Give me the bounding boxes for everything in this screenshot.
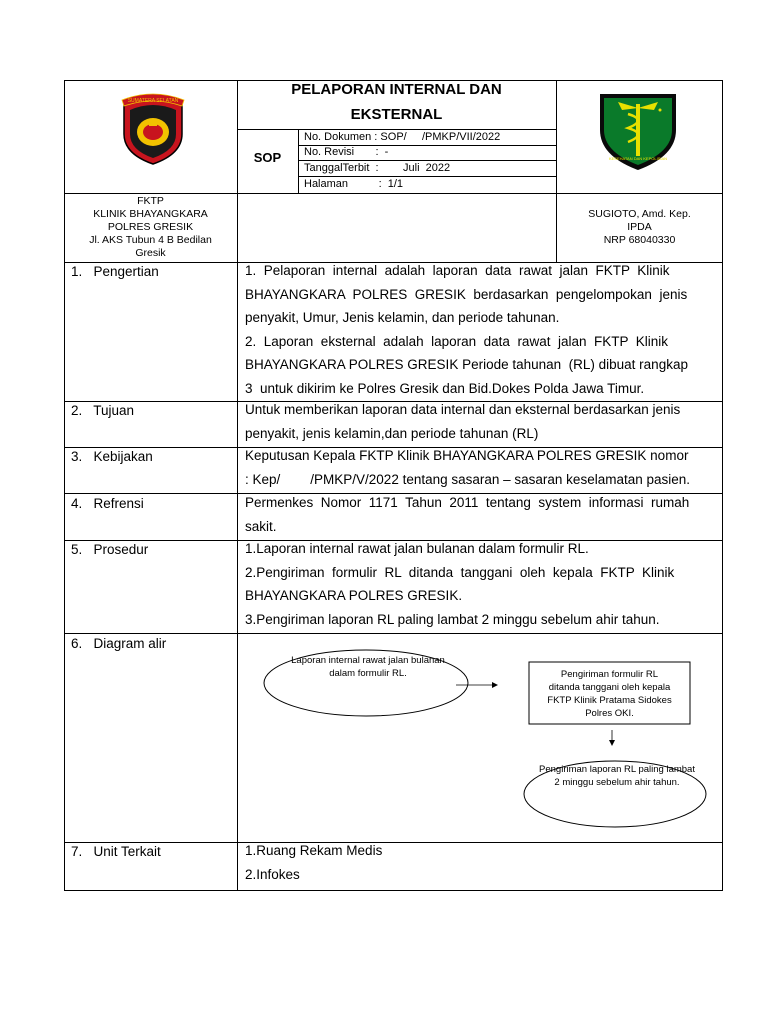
organization-block <box>64 195 237 260</box>
org-line: FKTP <box>137 195 164 207</box>
org-line: POLRES GRESIK <box>107 221 194 233</box>
health-police-logo <box>598 90 678 172</box>
flow-node-start-text: Laporan internal rawat jalan bulanan dalam formulir RL. <box>291 655 445 679</box>
section-label-pengertian: 1. Pengertian <box>71 264 159 279</box>
text-line: BHAYANGKARA POLRES GRESIK. <box>245 588 463 603</box>
section-content-refrensi <box>245 491 715 538</box>
signer-nrp: NRP 68040330 <box>603 234 676 246</box>
text-line: BHAYANGKARA POLRES GRESIK berdasarkan pengelompokan jenis <box>245 286 688 302</box>
doc-number: No. Dokumen : SOP/ /PMKP/VII/2022 <box>304 131 501 143</box>
sop-label: SOP <box>253 150 282 165</box>
text-line: 1.Laporan internal rawat jalan bulanan dalam formulir RL. <box>245 541 589 556</box>
text-line: 3 untuk dikirim ke Polres Gresik dan Bid.Dokes Polda Jawa Timur. <box>245 380 645 396</box>
flowchart <box>238 634 722 842</box>
section-label-prosedur: 5. Prosedur <box>71 542 149 557</box>
section-label-refrensi: 4. Refrensi <box>71 496 144 511</box>
doc-issue-date: TanggalTerbit : Juli 2022 <box>304 162 451 174</box>
doc-revision: No. Revisi : - <box>304 146 389 158</box>
police-logo <box>118 90 188 166</box>
svg-text:SUMATERA SELATAN: SUMATERA SELATAN <box>127 98 179 104</box>
document-title-line1: PELAPORAN INTERNAL DAN <box>291 81 502 98</box>
section-content-prosedur <box>245 537 715 631</box>
org-line: KLINIK BHAYANGKARA <box>93 208 208 220</box>
text-line: 2. Laporan eksternal adalah laporan data rawat jalan FKTP Klinik <box>245 333 668 349</box>
text-line: BHAYANGKARA POLRES GRESIK Periode tahunan (RL) dibuat rangkap <box>245 357 688 372</box>
flow-arrow-head <box>492 682 498 688</box>
text-line: sakit. <box>245 518 277 534</box>
flow-arrow-head <box>609 740 615 746</box>
text-line: Untuk memberikan laporan data internal dan eksternal berdasarkan jenis <box>245 402 681 417</box>
text-line: 1.Ruang Rekam Medis <box>245 843 383 858</box>
text-line: Permenkes Nomor 1171 Tahun 2011 tentang system informasi rumah <box>245 495 690 510</box>
signer-name: SUGIOTO, Amd. Kep. <box>588 208 691 220</box>
text-line: 2.Infokes <box>245 866 300 882</box>
section-content-pengertian <box>245 259 715 400</box>
section-label-tujuan: 2. Tujuan <box>71 403 135 418</box>
flow-node-end-text: Pengiriman laporan RL paling lambat 2 minggu sebelum ahir tahun. <box>539 764 695 788</box>
section-label-kebijakan: 3. Kebijakan <box>71 449 153 464</box>
text-line: 1. Pelaporan internal adalah laporan data rawat jalan FKTP Klinik <box>245 263 670 278</box>
signer-block <box>556 208 723 247</box>
org-line: Jl. AKS Tubun 4 B Bedilan <box>89 234 212 246</box>
text-line: : Kep/ /PMKP/V/2022 tentang sasaran – sasaran keselamatan pasien. <box>245 471 691 487</box>
section-content-tujuan <box>245 398 715 445</box>
signer-rank: IPDA <box>627 221 652 233</box>
flow-node-process-text: Pengiriman formulir RL ditanda tanggani oleh kepala FKTP Klinik Pratama Sidokes Polres OKI. <box>547 669 672 719</box>
section-content-unit <box>245 839 715 886</box>
text-line: penyakit, jenis kelamin,dan periode tahunan (RL) <box>245 425 539 441</box>
section-label-unit: 7. Unit Terkait <box>71 844 161 859</box>
text-line: 3.Pengiriman laporan RL paling lambat 2 minggu sebelum ahir tahun. <box>245 611 660 627</box>
svg-text:KESEHATAN DAN KEPOLISIAN: KESEHATAN DAN KEPOLISIAN <box>608 156 668 161</box>
section-content-kebijakan <box>245 444 715 491</box>
text-line: Keputusan Kepala FKTP Klinik BHAYANGKARA POLRES GRESIK nomor <box>245 448 689 463</box>
document-title-line2: EKSTERNAL <box>350 106 443 123</box>
text-line: 2.Pengiriman formulir RL ditanda tanggani oleh kepala FKTP Klinik <box>245 564 675 580</box>
text-line: penyakit, Umur, Jenis kelamin, dan periode tahunan. <box>245 310 560 325</box>
section-label-diagram: 6. Diagram alir <box>71 636 167 651</box>
org-line: Gresik <box>135 247 166 259</box>
doc-page: Halaman : 1/1 <box>304 178 404 190</box>
